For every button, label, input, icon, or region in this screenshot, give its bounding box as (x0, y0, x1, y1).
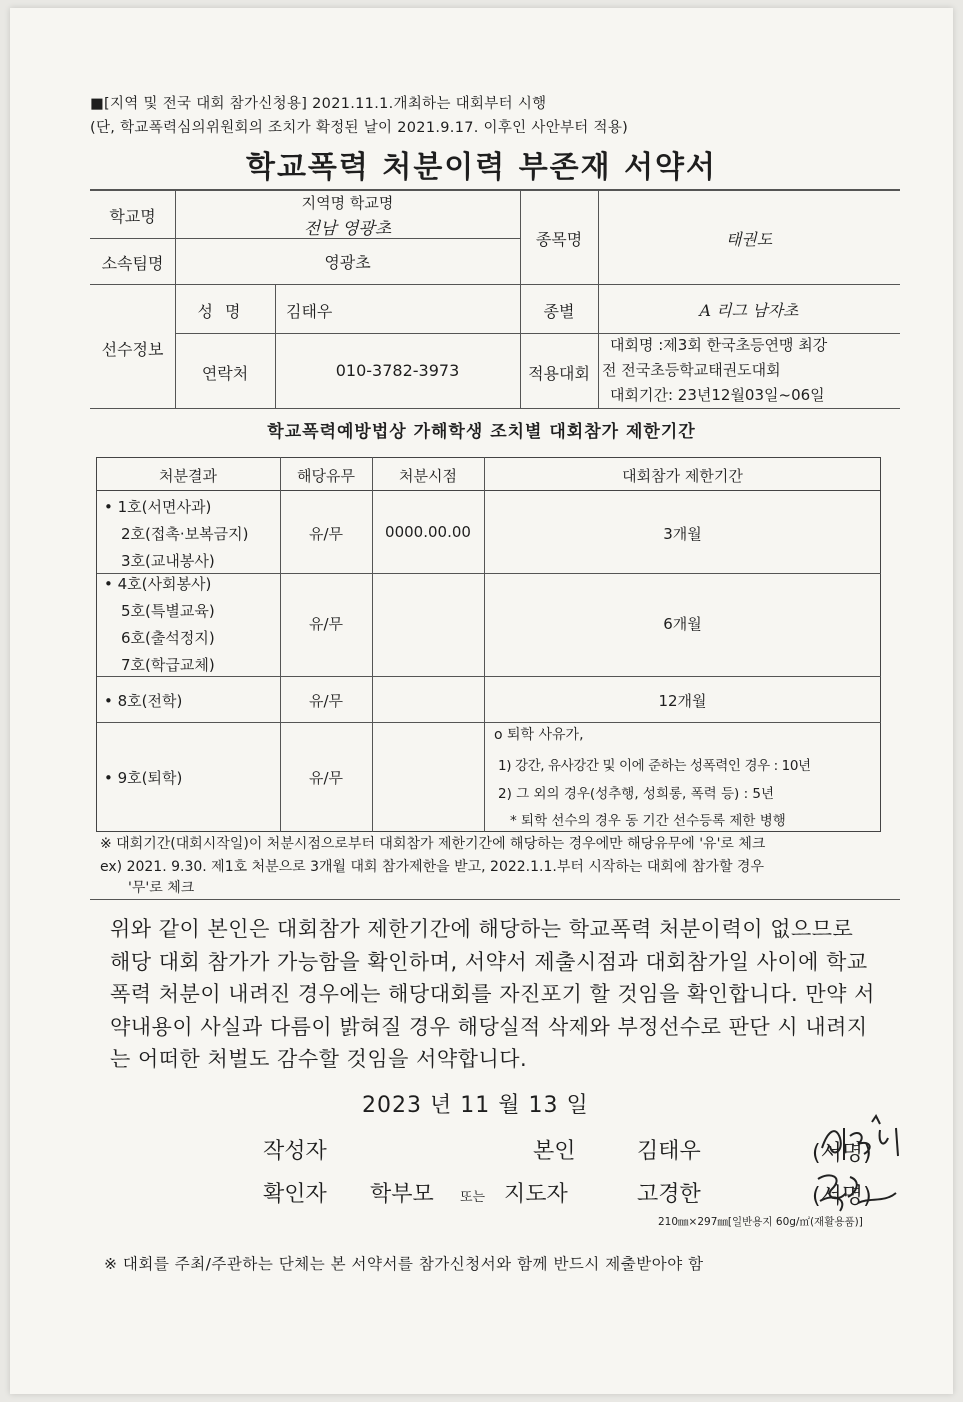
label-or: 또는 (460, 1190, 486, 1205)
table-row-1-item: 3호(교내봉사) (121, 552, 215, 570)
notice-line-2: (단, 학교폭력심의위원회의 조치가 확정된 날이 2021.9.17. 이후인 사안부터 적용) (90, 120, 629, 136)
table-row-3-applicable: 유/무 (308, 692, 344, 710)
col-header-period: 대회참가 제한기간 (622, 467, 743, 485)
table-row-4-item: • 9호(퇴학) (104, 769, 183, 787)
label-category: 종별 (543, 302, 575, 321)
expulsion-note-3: * 퇴학 선수의 경우 동 기간 선수등록 제한 병행 (510, 813, 786, 829)
label-player-info: 선수정보 (101, 340, 164, 359)
confirmer-name: 고경한 (637, 1182, 701, 1207)
table-row-2-item: 5호(특별교육) (121, 602, 215, 620)
author-signature (810, 1108, 920, 1168)
table-row-1-date: 0000.00.00 (385, 523, 471, 541)
region-school-header: 지역명 학교명 (301, 194, 394, 212)
label-self: 본인 (533, 1139, 576, 1164)
table-row-3-item: • 8호(전학) (104, 692, 183, 710)
school-name-value: 전남 영광초 (303, 219, 392, 239)
team-name-value: 영광초 (324, 253, 371, 272)
expulsion-note-1: 1) 강간, 유사강간 및 이에 준하는 성폭력인 경우 : 10년 (498, 758, 811, 774)
player-name-value: 김태우 (286, 302, 333, 321)
table-row-2-item: 6호(출석정지) (121, 629, 215, 647)
competition-period: 대회기간: 23년12월03일~06일 (610, 386, 825, 404)
label-contact: 연락처 (201, 364, 249, 383)
expulsion-heading: o 퇴학 사유가, (494, 727, 584, 743)
label-name: 성명 (197, 302, 253, 321)
table-row-3-period: 12개월 (658, 692, 707, 710)
expulsion-note-2: 2) 그 외의 경우(성추행, 성희롱, 폭력 등) : 5년 (498, 786, 775, 802)
page-title: 학교폭력 처분이력 부존재 서약서 (245, 150, 718, 185)
author-sign-label: (서명) (812, 1141, 872, 1166)
paper-spec: 210㎜×297㎜[일반용지 60g/㎡(재활용품)] (658, 1216, 863, 1228)
contact-value: 010-3782-3973 (335, 361, 460, 380)
label-author: 작성자 (263, 1139, 327, 1164)
table-row-1-item: • 1호(서면사과) (104, 498, 212, 516)
section-heading: 학교폭력예방법상 가해학생 조치별 대회참가 제한기간 (267, 422, 696, 442)
col-header-result: 처분결과 (159, 467, 217, 485)
pledge-statement: 위와 같이 본인은 대회참가 제한기간에 해당하는 학교폭력 처분이력이 없으므로 해당 대회 참가가 가능함을 확인하며, 서약서 제출시점과 대회참가일 사이에 학교폭력 처분이 내려진 경우에는 해당대회를 자진포기 할 것임을 확인합니다. 만약 서약내용이 사실과 다름이 밝혀질 경우 해당실적 삭제와 부정선수로 판단 시 내려지는 어떠한 처벌도 감수할 것임을 서약합니다. (110, 917, 875, 1071)
table-top-border (90, 189, 900, 191)
label-team-name: 소속팀명 (101, 254, 164, 273)
bottom-note: ※ 대회를 주최/주관하는 단체는 본 서약서를 참가신청서와 함께 반드시 제출받아야 함 (104, 1255, 704, 1273)
table-row-2-item: 7호(학급교체) (121, 656, 215, 674)
confirmer-sign-label: (서명) (812, 1184, 872, 1209)
table-row-1-applicable: 유/무 (308, 525, 344, 543)
footnote-1: ※ 대회기간(대회시작일)이 처분시점으로부터 대회참가 제한기간에 해당하는 경우에만 해당유무에 '유'로 체크 (100, 836, 766, 852)
table-row-2-item: • 4호(사회봉사) (104, 575, 212, 593)
col-header-date: 처분시점 (399, 467, 457, 485)
footnote-example-cont: '무'로 체크 (128, 880, 195, 896)
label-school-name: 학교명 (109, 207, 156, 226)
table-row-1-item: 2호(접촉·보복금지) (121, 525, 249, 543)
event-value: 태권도 (725, 230, 773, 249)
sign-date: 2023 년 11 월 13 일 (362, 1093, 589, 1118)
category-value: A 리그 남자초 (699, 301, 799, 320)
table-row-2-applicable: 유/무 (308, 615, 344, 633)
table-row-2-period: 6개월 (663, 615, 702, 633)
author-name: 김태우 (637, 1139, 701, 1164)
competition-name-line2: 전 전국초등학교태권도대회 (602, 361, 781, 379)
confirmer-signature (800, 1163, 910, 1219)
label-parent: 학부모 (370, 1182, 434, 1207)
table-row-1-period: 3개월 (663, 525, 702, 543)
competition-name-line1: 대회명 :제3회 한국초등연맹 최강 (610, 336, 828, 354)
table-row-4-applicable: 유/무 (308, 769, 344, 787)
footnote-example: ex) 2021. 9.30. 제1호 처분으로 3개월 대회 참가제한을 받고, 2022.1.1.부터 시작하는 대회에 참가할 경우 (100, 859, 764, 875)
label-applied-competition: 적용대회 (528, 364, 590, 383)
label-event: 종목명 (535, 230, 583, 249)
col-header-applicable: 해당유무 (297, 467, 355, 485)
label-confirmer: 확인자 (263, 1182, 327, 1207)
notice-line-1: ■[지역 및 전국 대회 참가신청용] 2021.11.1.개최하는 대회부터 시행 (90, 96, 547, 112)
label-coach: 지도자 (504, 1182, 568, 1207)
